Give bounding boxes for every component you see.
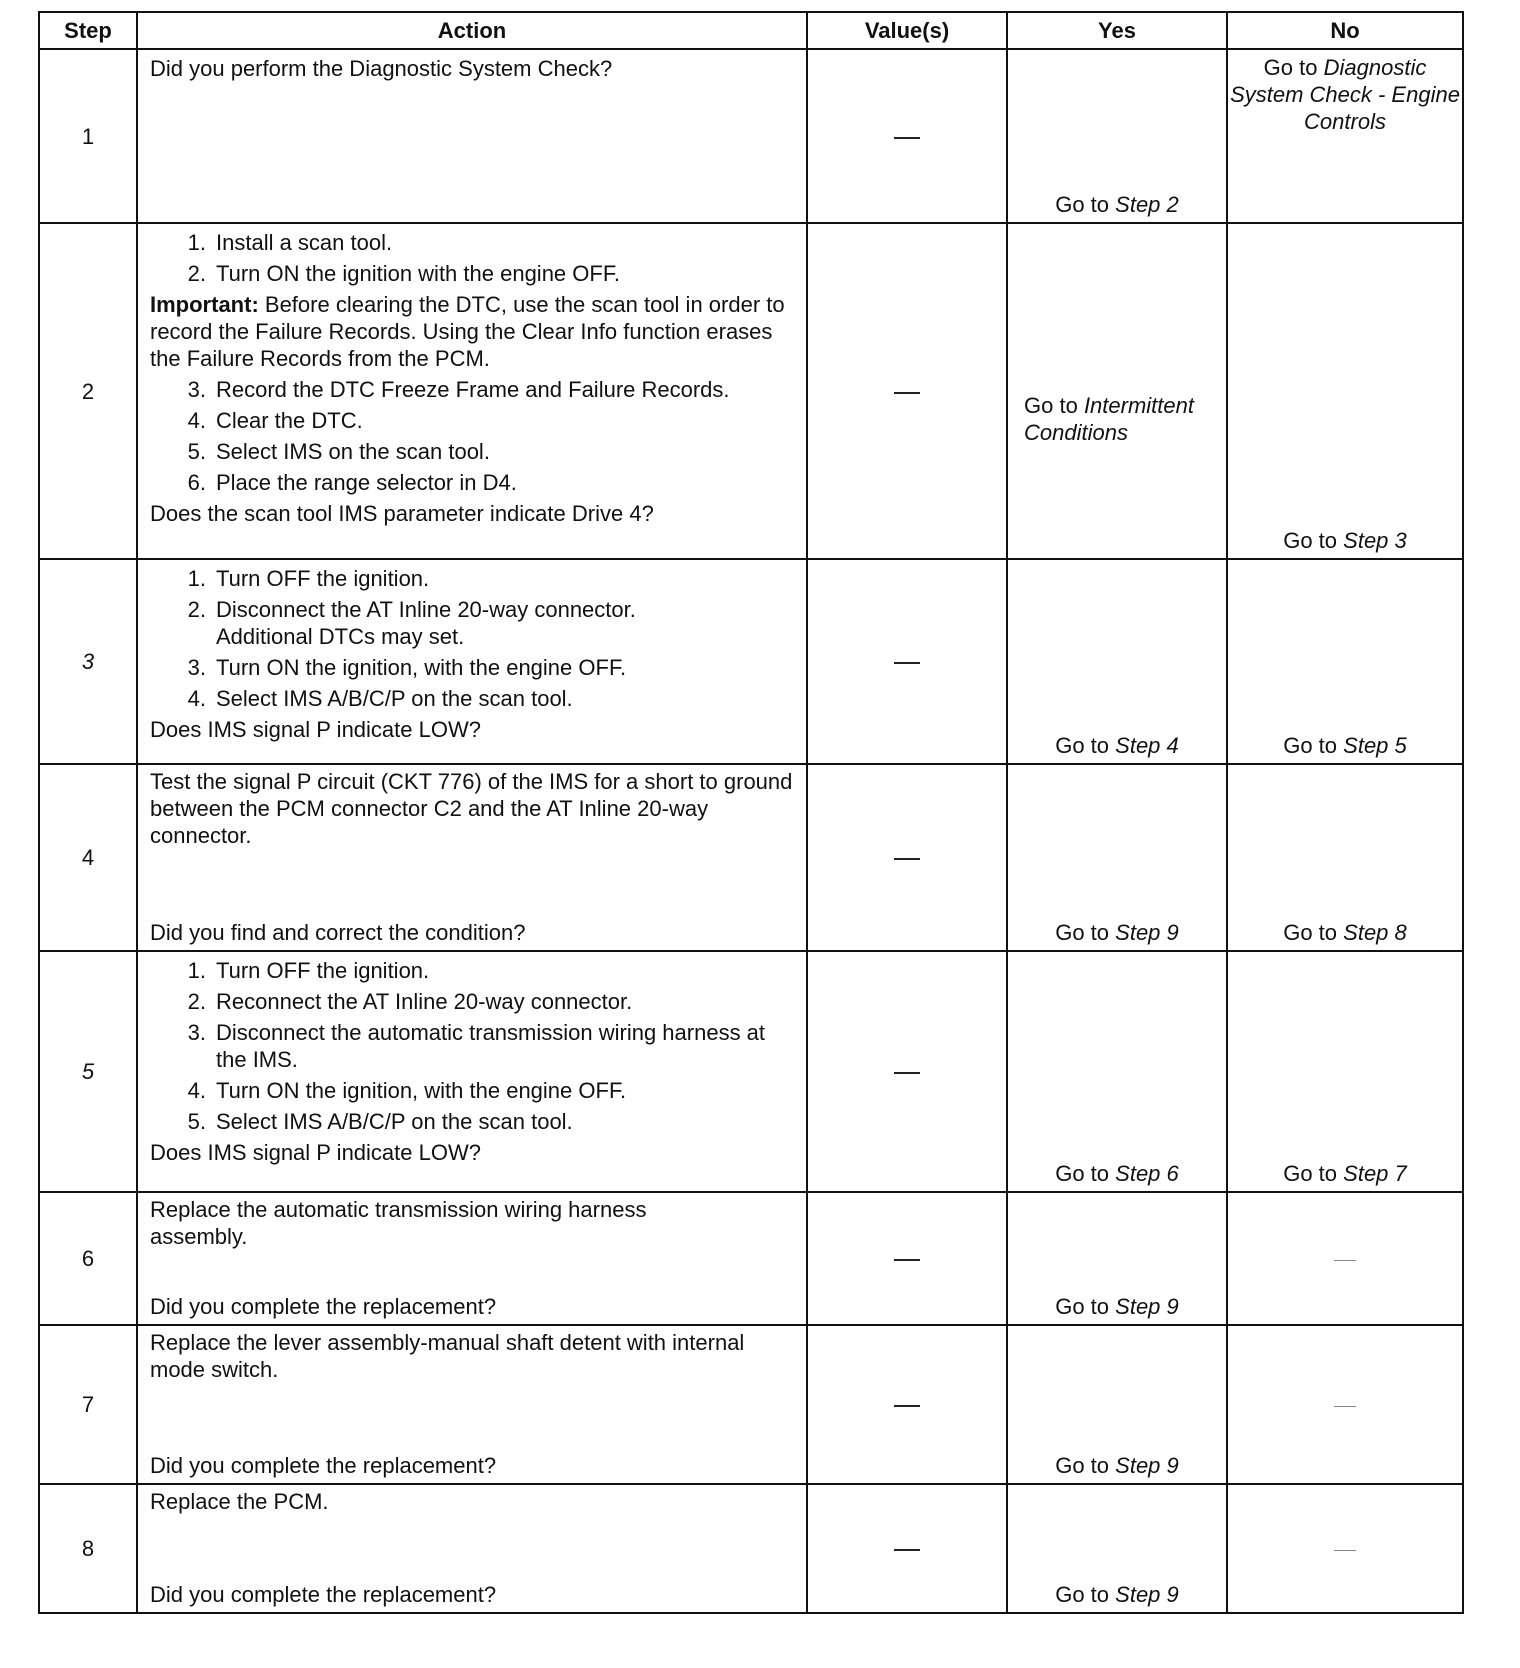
no-cell xyxy=(1227,1325,1463,1484)
action-cell xyxy=(137,1192,807,1325)
table-row xyxy=(39,1484,1463,1613)
yes-cell xyxy=(1007,764,1227,951)
table-row xyxy=(39,49,1463,223)
yes-target: Step 2 xyxy=(1115,192,1179,217)
yes-cell xyxy=(1007,49,1227,223)
step-number: 3 xyxy=(39,559,137,764)
table-row xyxy=(39,559,1463,764)
header-step: Step xyxy=(39,12,137,49)
value-cell xyxy=(807,1484,1007,1613)
value-dash xyxy=(894,858,920,860)
go-to-label: Go to xyxy=(1283,920,1338,945)
no-dash xyxy=(1334,1406,1356,1407)
question-text: Did you complete the replacement? xyxy=(150,1294,497,1319)
important-label: Important: xyxy=(150,292,259,317)
diagnostic-table xyxy=(38,11,1464,1614)
no-target: Step 5 xyxy=(1343,733,1407,758)
no-cell xyxy=(1227,49,1463,223)
yes-cell xyxy=(1007,1325,1227,1484)
value-dash xyxy=(894,392,920,394)
question-text: Did you complete the replacement? xyxy=(150,1453,497,1478)
no-target: Step 3 xyxy=(1343,528,1407,553)
value-cell xyxy=(807,951,1007,1192)
step-number: 6 xyxy=(39,1192,137,1325)
question-text: Did you find and correct the condition? xyxy=(150,920,526,945)
value-cell xyxy=(807,559,1007,764)
header-values: Value(s) xyxy=(807,12,1007,49)
step-list xyxy=(150,374,798,498)
no-cell xyxy=(1227,1484,1463,1613)
header-row xyxy=(39,12,1463,49)
action-cell xyxy=(137,1325,807,1484)
table-row xyxy=(39,951,1463,1192)
action-cell xyxy=(137,559,807,764)
yes-target: Intermittent Conditions xyxy=(1024,393,1194,445)
no-cell xyxy=(1227,223,1463,559)
no-dash xyxy=(1334,1550,1356,1551)
action-cell xyxy=(137,49,807,223)
go-to-label: Go to xyxy=(1055,733,1110,758)
header-no: No xyxy=(1227,12,1463,49)
list-item: 3. Record the DTC Freeze Frame and Failure Records. xyxy=(187,377,730,402)
step-list xyxy=(150,227,798,289)
table-row xyxy=(39,1325,1463,1484)
yes-target: Step 9 xyxy=(1115,1453,1179,1478)
value-dash xyxy=(894,1405,920,1407)
yes-cell xyxy=(1007,1192,1227,1325)
step-list xyxy=(150,563,798,714)
value-dash xyxy=(894,1072,920,1074)
header-action: Action xyxy=(137,12,807,49)
yes-target: Step 9 xyxy=(1115,920,1179,945)
table-row xyxy=(39,764,1463,951)
header-yes: Yes xyxy=(1007,12,1227,49)
go-to-label: Go to xyxy=(1055,1161,1110,1186)
step-number: 2 xyxy=(39,223,137,559)
instruction-text: Replace the PCM. xyxy=(150,1489,329,1514)
list-item: 5. Select IMS A/B/C/P on the scan tool. xyxy=(187,1109,573,1134)
value-cell xyxy=(807,223,1007,559)
important-text: Before clearing the DTC, use the scan tool in order to record the Failure Records. Using the Clear Info function erases the Failure Records from the PCM. xyxy=(150,292,785,371)
go-to-label: Go to xyxy=(1263,55,1318,80)
yes-cell xyxy=(1007,223,1227,559)
value-dash xyxy=(894,662,920,664)
action-cell xyxy=(137,764,807,951)
instruction-text: Replace the automatic transmission wiring harness assembly. xyxy=(150,1197,647,1249)
question-text: Does IMS signal P indicate LOW? xyxy=(150,717,481,742)
list-item: 2. Turn ON the ignition with the engine OFF. xyxy=(187,261,620,286)
go-to-label: Go to xyxy=(1055,1582,1110,1607)
value-cell xyxy=(807,1325,1007,1484)
yes-target: Step 9 xyxy=(1115,1582,1179,1607)
go-to-label: Go to xyxy=(1055,192,1110,217)
list-item: 4. Turn ON the ignition, with the engine OFF. xyxy=(187,1078,627,1103)
list-item: 6. Place the range selector in D4. xyxy=(187,470,517,495)
no-cell xyxy=(1227,1192,1463,1325)
list-item: 2. Disconnect the AT Inline 20-way connector. Additional DTCs may set. xyxy=(187,597,636,649)
question-text: Did you complete the replacement? xyxy=(150,1582,497,1607)
yes-cell xyxy=(1007,559,1227,764)
yes-cell xyxy=(1007,951,1227,1192)
step-number: 1 xyxy=(39,49,137,223)
list-item: 4. Select IMS A/B/C/P on the scan tool. xyxy=(187,686,573,711)
step-number: 8 xyxy=(39,1484,137,1613)
list-item: 5. Select IMS on the scan tool. xyxy=(187,439,490,464)
value-cell xyxy=(807,1192,1007,1325)
important-note xyxy=(150,291,798,372)
go-to-label: Go to xyxy=(1055,1294,1110,1319)
yes-cell xyxy=(1007,1484,1227,1613)
value-dash xyxy=(894,1259,920,1261)
go-to-label: Go to xyxy=(1055,1453,1110,1478)
question-text: Did you perform the Diagnostic System Check? xyxy=(150,56,613,81)
no-target: Step 7 xyxy=(1343,1161,1407,1186)
no-dash xyxy=(1334,1260,1356,1261)
go-to-label: Go to xyxy=(1283,733,1338,758)
value-cell xyxy=(807,764,1007,951)
list-item: 3. Disconnect the automatic transmission wiring harness at the IMS. xyxy=(187,1020,766,1072)
list-item: 4. Clear the DTC. xyxy=(187,408,363,433)
step-list xyxy=(150,955,798,1137)
action-cell xyxy=(137,223,807,559)
go-to-label: Go to xyxy=(1024,393,1078,418)
table-row xyxy=(39,1192,1463,1325)
step-number: 7 xyxy=(39,1325,137,1484)
list-item: 1. Turn OFF the ignition. xyxy=(187,566,430,591)
instruction-text: Replace the lever assembly-manual shaft detent with internal mode switch. xyxy=(150,1330,745,1382)
no-cell xyxy=(1227,764,1463,951)
list-item: 3. Turn ON the ignition, with the engine OFF. xyxy=(187,655,627,680)
yes-target: Step 9 xyxy=(1115,1294,1179,1319)
no-target: Diagnostic System Check - Engine Controls xyxy=(1230,55,1460,134)
list-item: 1. Install a scan tool. xyxy=(187,230,393,255)
value-dash xyxy=(894,1549,920,1551)
list-item: 2. Reconnect the AT Inline 20-way connector. xyxy=(187,989,633,1014)
step-number: 4 xyxy=(39,764,137,951)
instruction-text: Test the signal P circuit (CKT 776) of the IMS for a short to ground between the PCM connector C2 and the AT Inline 20-way connector. xyxy=(150,769,793,848)
go-to-label: Go to xyxy=(1055,920,1110,945)
list-item: 1. Turn OFF the ignition. xyxy=(187,958,430,983)
no-cell xyxy=(1227,559,1463,764)
yes-target: Step 4 xyxy=(1115,733,1179,758)
step-number: 5 xyxy=(39,951,137,1192)
action-cell xyxy=(137,1484,807,1613)
question-text: Does IMS signal P indicate LOW? xyxy=(150,1140,481,1165)
go-to-label: Go to xyxy=(1283,528,1338,553)
go-to-label: Go to xyxy=(1283,1161,1338,1186)
question-text: Does the scan tool IMS parameter indicate Drive 4? xyxy=(150,501,654,526)
action-cell xyxy=(137,951,807,1192)
no-target: Step 8 xyxy=(1343,920,1407,945)
no-cell xyxy=(1227,951,1463,1192)
value-dash xyxy=(894,137,920,139)
yes-target: Step 6 xyxy=(1115,1161,1179,1186)
table-row xyxy=(39,223,1463,559)
value-cell xyxy=(807,49,1007,223)
